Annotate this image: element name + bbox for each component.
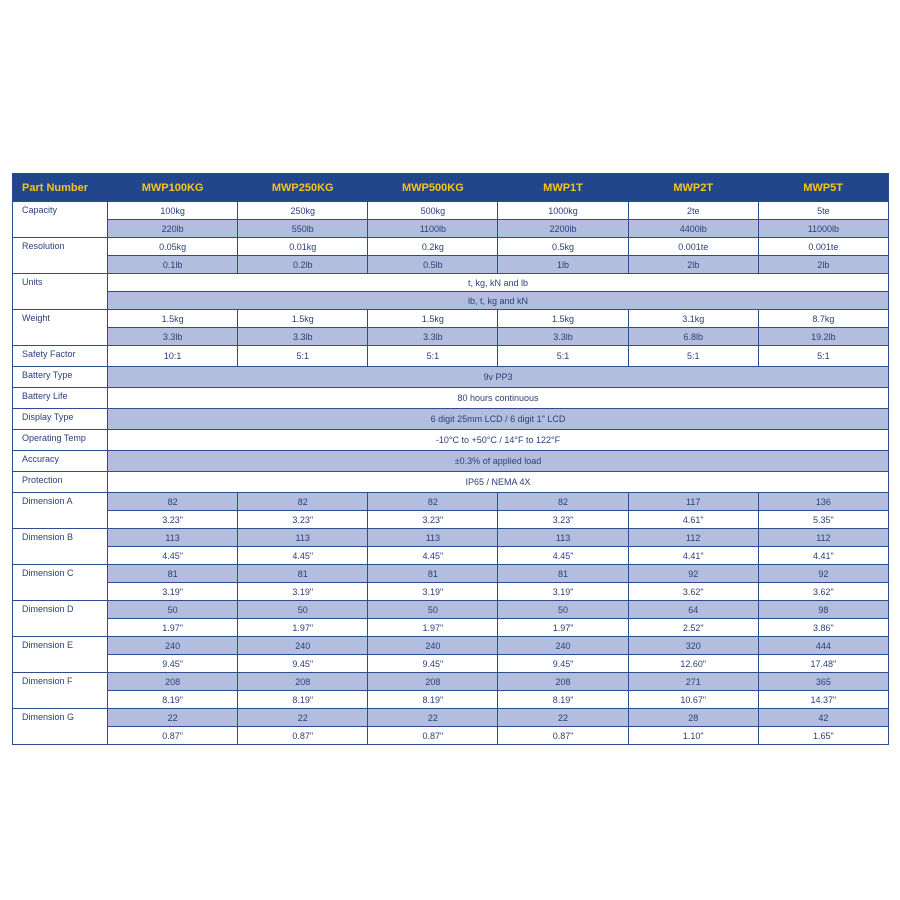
row-label: Operating Temp <box>13 430 108 451</box>
value-cell: 5:1 <box>628 346 758 367</box>
value-cell: 3.19" <box>238 583 368 601</box>
value-cell: 240 <box>368 637 498 655</box>
header-model: MWP2T <box>628 174 758 202</box>
table-row <box>13 292 889 310</box>
value-cell: 3.19" <box>368 583 498 601</box>
value-cell: 3.23" <box>108 511 238 529</box>
value-cell: 19.2lb <box>758 328 888 346</box>
value-cell: 92 <box>628 565 758 583</box>
spanning-value-cell: 80 hours continuous <box>108 388 889 409</box>
table-row <box>13 493 889 511</box>
row-label: Weight <box>13 310 108 346</box>
spanning-value-cell: t, kg, kN and lb <box>108 274 889 292</box>
value-cell: 550lb <box>238 220 368 238</box>
table-row <box>13 565 889 583</box>
value-cell: 3.19" <box>108 583 238 601</box>
value-cell: 5te <box>758 202 888 220</box>
value-cell: 0.05kg <box>108 238 238 256</box>
value-cell: 1.65" <box>758 727 888 745</box>
value-cell: 9.45" <box>498 655 628 673</box>
value-cell: 50 <box>108 601 238 619</box>
value-cell: 9.45" <box>368 655 498 673</box>
value-cell: 3.19" <box>498 583 628 601</box>
value-cell: 28 <box>628 709 758 727</box>
value-cell: 1.10" <box>628 727 758 745</box>
header-model: MWP500KG <box>368 174 498 202</box>
value-cell: 22 <box>498 709 628 727</box>
value-cell: 365 <box>758 673 888 691</box>
value-cell: 3.62" <box>628 583 758 601</box>
spanning-value-cell: -10°C to +50°C / 14°F to 122°F <box>108 430 889 451</box>
value-cell: 117 <box>628 493 758 511</box>
spanning-value-cell: IP65 / NEMA 4X <box>108 472 889 493</box>
value-cell: 50 <box>368 601 498 619</box>
value-cell: 10:1 <box>108 346 238 367</box>
value-cell: 82 <box>108 493 238 511</box>
value-cell: 2lb <box>758 256 888 274</box>
value-cell: 113 <box>238 529 368 547</box>
row-label: Capacity <box>13 202 108 238</box>
value-cell: 82 <box>238 493 368 511</box>
table-row <box>13 451 889 472</box>
value-cell: 81 <box>238 565 368 583</box>
value-cell: 4.45" <box>498 547 628 565</box>
value-cell: 8.19" <box>368 691 498 709</box>
value-cell: 1.5kg <box>368 310 498 328</box>
table-header-row <box>13 174 889 202</box>
value-cell: 81 <box>498 565 628 583</box>
table-row <box>13 310 889 328</box>
value-cell: 3.3lb <box>238 328 368 346</box>
value-cell: 0.5lb <box>368 256 498 274</box>
value-cell: 4.61" <box>628 511 758 529</box>
value-cell: 22 <box>108 709 238 727</box>
spanning-value-cell: lb, t, kg and kN <box>108 292 889 310</box>
value-cell: 4400lb <box>628 220 758 238</box>
value-cell: 240 <box>238 637 368 655</box>
row-label: Dimension E <box>13 637 108 673</box>
table-row <box>13 691 889 709</box>
value-cell: 0.5kg <box>498 238 628 256</box>
value-cell: 208 <box>108 673 238 691</box>
value-cell: 98 <box>758 601 888 619</box>
value-cell: 81 <box>108 565 238 583</box>
value-cell: 22 <box>368 709 498 727</box>
table-row <box>13 619 889 637</box>
value-cell: 0.87" <box>238 727 368 745</box>
table-row <box>13 583 889 601</box>
value-cell: 1.97" <box>108 619 238 637</box>
value-cell: 0.87" <box>368 727 498 745</box>
table-row <box>13 547 889 565</box>
value-cell: 1.5kg <box>498 310 628 328</box>
table-row <box>13 367 889 388</box>
value-cell: 4.45" <box>108 547 238 565</box>
value-cell: 0.87" <box>108 727 238 745</box>
table-row <box>13 202 889 220</box>
header-model: MWP5T <box>758 174 888 202</box>
value-cell: 3.23" <box>238 511 368 529</box>
value-cell: 113 <box>368 529 498 547</box>
table-row <box>13 673 889 691</box>
table-row <box>13 727 889 745</box>
value-cell: 1000kg <box>498 202 628 220</box>
value-cell: 208 <box>498 673 628 691</box>
value-cell: 1.97" <box>238 619 368 637</box>
value-cell: 82 <box>368 493 498 511</box>
value-cell: 81 <box>368 565 498 583</box>
value-cell: 3.23" <box>368 511 498 529</box>
value-cell: 5:1 <box>368 346 498 367</box>
value-cell: 50 <box>498 601 628 619</box>
table-row <box>13 655 889 673</box>
value-cell: 1lb <box>498 256 628 274</box>
value-cell: 4.45" <box>238 547 368 565</box>
table-row <box>13 238 889 256</box>
value-cell: 5.35" <box>758 511 888 529</box>
row-label: Dimension D <box>13 601 108 637</box>
value-cell: 1.97" <box>498 619 628 637</box>
value-cell: 8.19" <box>238 691 368 709</box>
value-cell: 11000lb <box>758 220 888 238</box>
row-label: Accuracy <box>13 451 108 472</box>
value-cell: 12.60" <box>628 655 758 673</box>
table-body <box>13 202 889 745</box>
value-cell: 2te <box>628 202 758 220</box>
table-row <box>13 409 889 430</box>
spanning-value-cell: 9v PP3 <box>108 367 889 388</box>
value-cell: 0.2lb <box>238 256 368 274</box>
value-cell: 14.37" <box>758 691 888 709</box>
value-cell: 0.001te <box>628 238 758 256</box>
row-label: Safety Factor <box>13 346 108 367</box>
value-cell: 1.5kg <box>108 310 238 328</box>
table-row <box>13 220 889 238</box>
row-label: Resolution <box>13 238 108 274</box>
row-label: Dimension G <box>13 709 108 745</box>
value-cell: 92 <box>758 565 888 583</box>
table-row <box>13 511 889 529</box>
value-cell: 8.19" <box>498 691 628 709</box>
value-cell: 3.1kg <box>628 310 758 328</box>
value-cell: 9.45" <box>108 655 238 673</box>
value-cell: 271 <box>628 673 758 691</box>
value-cell: 0.001te <box>758 238 888 256</box>
value-cell: 3.3lb <box>498 328 628 346</box>
value-cell: 50 <box>238 601 368 619</box>
value-cell: 8.7kg <box>758 310 888 328</box>
value-cell: 5:1 <box>498 346 628 367</box>
table-row <box>13 274 889 292</box>
value-cell: 22 <box>238 709 368 727</box>
value-cell: 112 <box>628 529 758 547</box>
value-cell: 240 <box>108 637 238 655</box>
table-row <box>13 256 889 274</box>
table-row <box>13 709 889 727</box>
value-cell: 500kg <box>368 202 498 220</box>
value-cell: 240 <box>498 637 628 655</box>
row-label: Display Type <box>13 409 108 430</box>
value-cell: 8.19" <box>108 691 238 709</box>
spanning-value-cell: 6 digit 25mm LCD / 6 digit 1" LCD <box>108 409 889 430</box>
header-model: MWP250KG <box>238 174 368 202</box>
value-cell: 208 <box>238 673 368 691</box>
value-cell: 3.86" <box>758 619 888 637</box>
value-cell: 0.2kg <box>368 238 498 256</box>
table-row <box>13 601 889 619</box>
specification-table <box>12 173 889 745</box>
value-cell: 100kg <box>108 202 238 220</box>
value-cell: 10.67" <box>628 691 758 709</box>
value-cell: 444 <box>758 637 888 655</box>
table-row <box>13 472 889 493</box>
value-cell: 0.01kg <box>238 238 368 256</box>
table-row <box>13 637 889 655</box>
table-row <box>13 328 889 346</box>
row-label: Dimension B <box>13 529 108 565</box>
value-cell: 320 <box>628 637 758 655</box>
table-row <box>13 346 889 367</box>
row-label: Battery Life <box>13 388 108 409</box>
value-cell: 64 <box>628 601 758 619</box>
value-cell: 250kg <box>238 202 368 220</box>
value-cell: 1.97" <box>368 619 498 637</box>
table-row <box>13 529 889 547</box>
value-cell: 1100lb <box>368 220 498 238</box>
value-cell: 17.48" <box>758 655 888 673</box>
value-cell: 0.1lb <box>108 256 238 274</box>
spanning-value-cell: ±0.3% of applied load <box>108 451 889 472</box>
value-cell: 2.52" <box>628 619 758 637</box>
header-model: MWP100KG <box>108 174 238 202</box>
value-cell: 3.3lb <box>108 328 238 346</box>
row-label: Dimension A <box>13 493 108 529</box>
value-cell: 82 <box>498 493 628 511</box>
value-cell: 9.45" <box>238 655 368 673</box>
value-cell: 6.8lb <box>628 328 758 346</box>
value-cell: 136 <box>758 493 888 511</box>
row-label: Dimension F <box>13 673 108 709</box>
value-cell: 112 <box>758 529 888 547</box>
value-cell: 4.45" <box>368 547 498 565</box>
value-cell: 208 <box>368 673 498 691</box>
row-label: Dimension C <box>13 565 108 601</box>
table-row <box>13 430 889 451</box>
value-cell: 3.62" <box>758 583 888 601</box>
value-cell: 4.41" <box>628 547 758 565</box>
row-label: Battery Type <box>13 367 108 388</box>
value-cell: 42 <box>758 709 888 727</box>
value-cell: 5:1 <box>238 346 368 367</box>
value-cell: 113 <box>108 529 238 547</box>
value-cell: 3.3lb <box>368 328 498 346</box>
value-cell: 220lb <box>108 220 238 238</box>
table-row <box>13 388 889 409</box>
value-cell: 1.5kg <box>238 310 368 328</box>
row-label: Protection <box>13 472 108 493</box>
value-cell: 5:1 <box>758 346 888 367</box>
value-cell: 113 <box>498 529 628 547</box>
value-cell: 2lb <box>628 256 758 274</box>
value-cell: 4.41" <box>758 547 888 565</box>
row-label: Units <box>13 274 108 310</box>
header-model: MWP1T <box>498 174 628 202</box>
header-part-number: Part Number <box>13 174 108 202</box>
value-cell: 3.23" <box>498 511 628 529</box>
value-cell: 2200lb <box>498 220 628 238</box>
value-cell: 0.87" <box>498 727 628 745</box>
